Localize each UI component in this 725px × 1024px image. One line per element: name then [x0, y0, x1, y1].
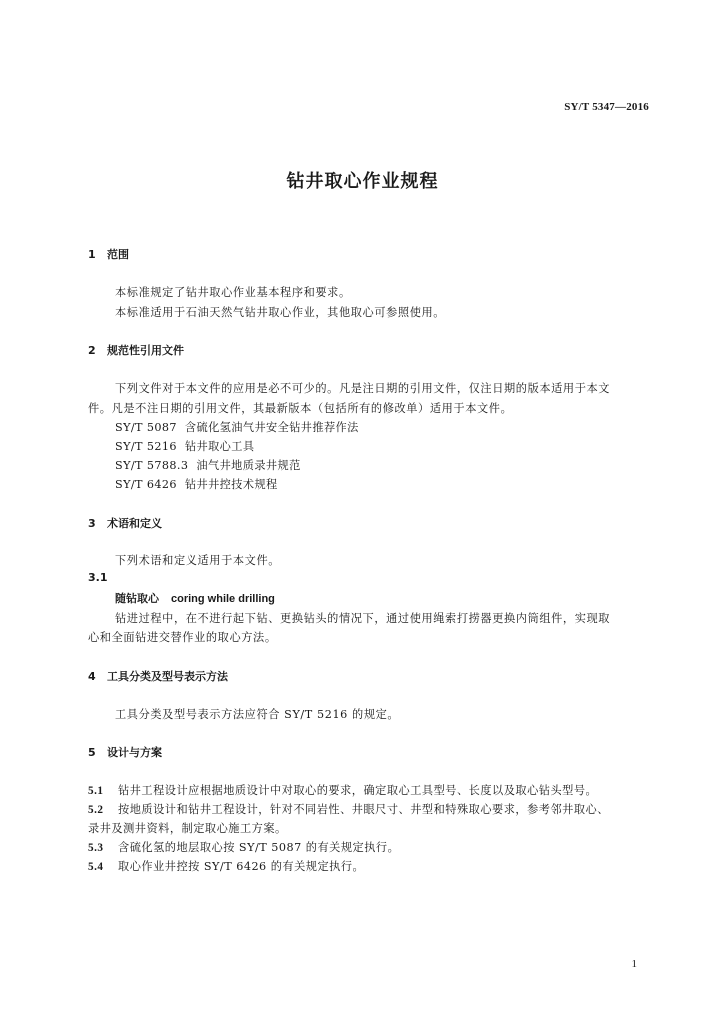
section-title: 工具分类及型号表示方法	[107, 670, 228, 683]
reference-item	[115, 438, 254, 454]
clause-5-1	[88, 782, 597, 798]
scope-paragraph-1: 本标准规定了钻井取心作业基本程序和要求。	[115, 286, 351, 299]
section-title: 范围	[107, 248, 129, 261]
clause-text: 钻井工程设计应根据地质设计中对取心的要求，确定取心工具型号、长度以及取心钻头型号。	[118, 784, 598, 797]
section-2-heading	[88, 342, 184, 358]
term-definition-line-2: 心和全面钻进交替作业的取心方法。	[88, 631, 277, 644]
section-5-heading	[88, 744, 162, 760]
section-3-heading	[88, 515, 162, 531]
reference-title: 含硫化氢油气井安全钻井推荐作法	[184, 421, 359, 434]
term-entry	[115, 590, 275, 606]
section-1-heading	[88, 246, 129, 262]
references-intro-line-2: 件。凡是不注日期的引用文件，其最新版本（包括所有的修改单）适用于本文件。	[88, 402, 513, 415]
clause-5-4	[88, 858, 364, 874]
clause-5-2-continued	[88, 820, 287, 836]
section-number: 2	[88, 344, 96, 357]
clause-number: 5.1	[88, 785, 104, 797]
reference-title: 钻井取心工具	[184, 440, 255, 453]
clause-text: 含硫化氢的地层取心按 SY/T 5087 的有关规定执行。	[118, 841, 400, 854]
section-number: 5	[88, 746, 96, 759]
clause-number: 5.3	[88, 842, 104, 854]
standard-code: SY/T 5347—2016	[564, 101, 649, 113]
term-chinese: 随钻取心	[115, 592, 159, 605]
section-4-heading	[88, 668, 228, 684]
document-title: 钻井取心作业规程	[286, 171, 439, 192]
reference-code: SY/T 5087	[115, 421, 177, 434]
term-definition-line-1: 钻进过程中，在不进行起下钻、更换钻头的情况下，通过使用绳索打捞器更换内筒组件，实现取	[115, 612, 611, 625]
clause-text: 按地质设计和钻井工程设计，针对不同岩性、井眼尺寸、井型和特殊取心要求，参考邻井取心、	[118, 803, 609, 816]
subclause-number: 3.1	[88, 571, 108, 584]
section-number: 3	[88, 517, 96, 530]
clause-number: 5.4	[88, 861, 104, 873]
term-english: coring while drilling	[171, 593, 275, 605]
reference-item	[115, 419, 359, 435]
section-title: 术语和定义	[107, 517, 162, 530]
tool-classification-text: 工具分类及型号表示方法应符合 SY/T 5216 的规定。	[115, 708, 400, 721]
terms-intro: 下列术语和定义适用于本文件。	[115, 554, 281, 567]
reference-code: SY/T 5788.3	[115, 459, 189, 472]
section-title: 设计与方案	[107, 746, 162, 759]
section-title: 规范性引用文件	[107, 344, 184, 357]
reference-item	[115, 457, 301, 473]
clause-5-3	[88, 839, 399, 855]
clause-number: 5.2	[88, 804, 104, 816]
reference-title: 油气井地质录井规范	[196, 459, 301, 472]
scope-paragraph-2: 本标准适用于石油天然气钻井取心作业，其他取心可参照使用。	[115, 306, 446, 319]
clause-5-2	[88, 801, 609, 817]
reference-title: 钻井井控技术规程	[184, 478, 278, 491]
clause-text: 录井及测井资料，制定取心施工方案。	[88, 822, 287, 835]
section-number: 1	[88, 248, 96, 261]
reference-item	[115, 476, 278, 492]
reference-code: SY/T 5216	[115, 440, 177, 453]
section-number: 4	[88, 670, 96, 683]
clause-text: 取心作业井控按 SY/T 6426 的有关规定执行。	[118, 860, 365, 873]
reference-code: SY/T 6426	[115, 478, 177, 491]
references-intro-line-1: 下列文件对于本文件的应用是必不可少的。凡是注日期的引用文件，仅注日期的版本适用于本文	[115, 382, 611, 395]
page-number: 1	[631, 958, 637, 970]
